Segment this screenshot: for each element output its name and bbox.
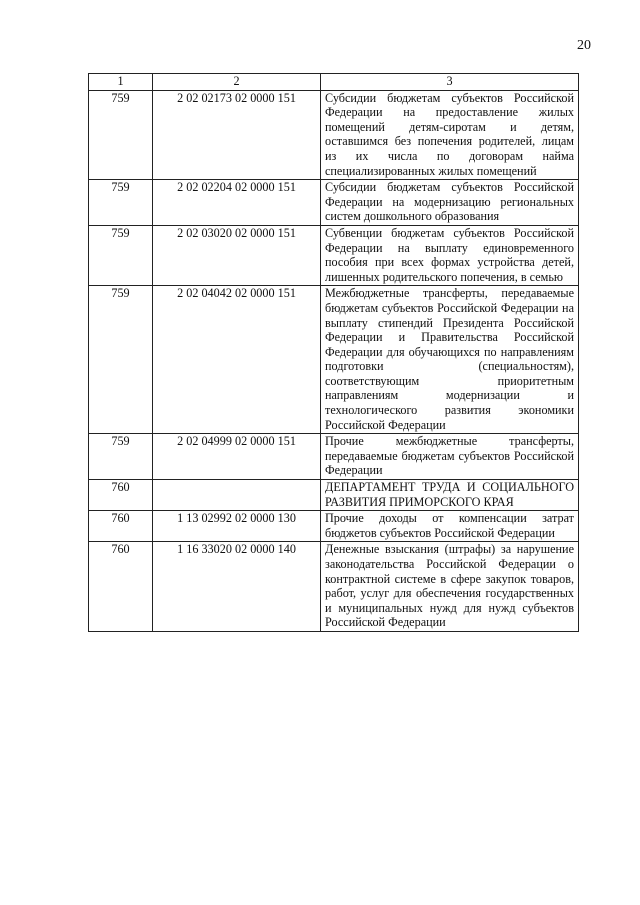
- budget-classification-table: [88, 73, 579, 632]
- administrator-code: 760: [89, 480, 153, 511]
- table-row: [89, 225, 579, 285]
- budget-classification-code: 2 02 02173 02 0000 151: [153, 90, 321, 180]
- administrator-code: 759: [89, 90, 153, 180]
- table-row-department: [89, 480, 579, 511]
- revenue-description: Денежные взыскания (штрафы) за нарушение законодательства Российской Федерации о контрактной системе в сфере закупок товаров, работ, услуг для обеспечения государственных и муниципальных нужд для нужд субъектов Российской Федерации: [321, 542, 579, 632]
- column-header-2: 2: [153, 74, 321, 91]
- budget-classification-code: 1 13 02992 02 0000 130: [153, 511, 321, 542]
- administrator-code: 759: [89, 434, 153, 480]
- table-row: [89, 180, 579, 226]
- administrator-code: 759: [89, 180, 153, 226]
- revenue-description: Субвенции бюджетам субъектов Российской Федерации на выплату единовременного пособия при всех формах устройства детей, лишенных родительского попечения, в семью: [321, 225, 579, 285]
- administrator-code: 760: [89, 511, 153, 542]
- budget-classification-code: [153, 480, 321, 511]
- budget-classification-code: 2 02 02204 02 0000 151: [153, 180, 321, 226]
- table-row: [89, 90, 579, 180]
- revenue-description: Прочие межбюджетные трансферты, передаваемые бюджетам субъектов Российской Федерации: [321, 434, 579, 480]
- budget-classification-code: 2 02 03020 02 0000 151: [153, 225, 321, 285]
- budget-classification-code: 2 02 04042 02 0000 151: [153, 286, 321, 434]
- administrator-code: 759: [89, 225, 153, 285]
- column-header-3: 3: [321, 74, 579, 91]
- column-header-1: 1: [89, 74, 153, 91]
- table-row: [89, 434, 579, 480]
- budget-classification-code: 1 16 33020 02 0000 140: [153, 542, 321, 632]
- administrator-code: 760: [89, 542, 153, 632]
- budget-classification-code: 2 02 04999 02 0000 151: [153, 434, 321, 480]
- revenue-description: Межбюджетные трансферты, передаваемые бюджетам субъектов Российской Федерации на выплату стипендий Президента Российской Федерации и Правительства Российской Федерации для обучающихся по направлениям подготовки (специальностям), соответствующим приоритетным направлениям модернизации и технологического развития экономики Российской Федерации: [321, 286, 579, 434]
- revenue-description: Субсидии бюджетам субъектов Российской Федерации на предоставление жилых помещений детям-сиротам и детям, оставшимся без попечения родителей, лицам из их числа по договорам найма специализированных жилых помещений: [321, 90, 579, 180]
- department-name: ДЕПАРТАМЕНТ ТРУДА И СОЦИАЛЬНОГО РАЗВИТИЯ ПРИМОРСКОГО КРАЯ: [321, 480, 579, 511]
- page-number: 20: [577, 38, 591, 53]
- revenue-description: Прочие доходы от компенсации затрат бюджетов субъектов Российской Федерации: [321, 511, 579, 542]
- table-row: [89, 511, 579, 542]
- revenue-description: Субсидии бюджетам субъектов Российской Федерации на модернизацию региональных систем дошкольного образования: [321, 180, 579, 226]
- table-row: [89, 542, 579, 632]
- table-header-row: [89, 74, 579, 91]
- table-row: [89, 286, 579, 434]
- administrator-code: 759: [89, 286, 153, 434]
